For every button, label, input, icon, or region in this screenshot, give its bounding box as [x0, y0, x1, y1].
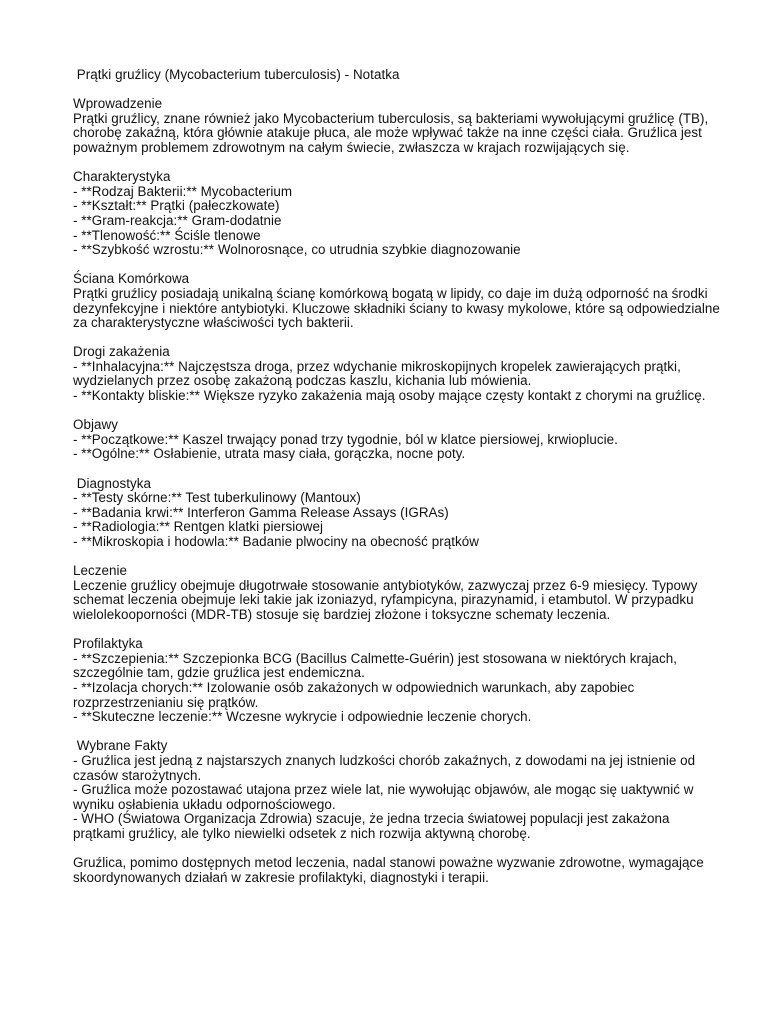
section-heading: Wybrane Fakty — [73, 738, 168, 754]
section-heading: Wprowadzenie — [73, 96, 163, 112]
list-item: - **Szybkość wzrostu:** Wolnorosnące, co utrudnia szybkie diagnozowanie — [73, 242, 521, 258]
list-item: - **Tlenowość:** Ściśle tlenowe — [73, 227, 261, 243]
list-item: - **Szczepienia:** Szczepionka BCG (Bacillus Calmette-Guérin) jest stosowana w niektórych krajach, szczególnie tam, gdzie gruźlica jest endemiczna. — [73, 650, 678, 681]
list-item: - **Inhalacyjna:** Najczęstsza droga, przez wdychanie mikroskopijnych kropelek zawierających prątki, wydzielanych przez osobę zakażoną podczas kaszlu, kichania lub mówienia. — [73, 358, 681, 389]
list-item: - **Radiologia:** Rentgen klatki piersiowej — [73, 519, 324, 535]
section-symptoms — [73, 418, 723, 462]
section-cell-wall — [73, 272, 723, 330]
list-item: - **Badania krwi:** Interferon Gamma Release Assays (IGRAs) — [73, 504, 449, 520]
document-title: Prątki gruźlicy (Mycobacterium tuberculosis) - Notatka — [73, 67, 400, 82]
list-item: - **Kontakty bliskie:** Większe ryzyko zakażenia mają osoby mające częsty kontakt z chorymi na gruźlicę. — [73, 388, 706, 404]
list-item: - **Testy skórne:** Test tuberkulinowy (Mantoux) — [73, 490, 361, 506]
list-item: - **Rodzaj Bakterii:** Mycobacterium — [73, 183, 293, 199]
section-heading: Objawy — [73, 417, 118, 433]
list-item: - **Izolacja chorych:** Izolowanie osób zakażonych w odpowiednich warunkach, aby zapobiec rozprzestrzenianiu się prątków. — [73, 679, 635, 710]
section-diagnostics — [73, 477, 723, 550]
document-page — [73, 68, 723, 885]
section-characteristics — [73, 170, 723, 258]
list-item: - Gruźlica jest jedną z najstarszych znanych ludzkości chorób zakaźnych, z dowodami na jej istnienie od czasów starożytnych. — [73, 752, 696, 783]
list-item: - WHO (Światowa Organizacja Zdrowia) szacuje, że jedna trzecia światowej populacji jest zakażona prątkami gruźlicy, ale tylko niewielki odsetek z nich rozwija aktywną chorobę. — [73, 811, 670, 841]
section-heading: Ściana Komórkowa — [73, 271, 190, 287]
list-item: - **Kształt:** Prątki (pałeczkowate) — [73, 198, 280, 214]
section-paragraph: Prątki gruźlicy, znane również jako Mycobacterium tuberculosis, są bakteriami wywołującymi gruźlicę (TB), chorobę zakaźną, która głównie atakuje płuca, ale może wpływać także na inne części ciała. Gruźlica jest poważnym problemem zdrowotnym na całym świecie, zwłaszcza w krajach rozwijających się. — [73, 110, 709, 155]
section-prevention — [73, 637, 723, 725]
section-selected-facts — [73, 739, 723, 841]
section-introduction — [73, 97, 723, 155]
conclusion-paragraph: Gruźlica, pomimo dostępnych metod leczenia, nadal stanowi poważne wyzwanie zdrowotne, wymagające skoordynowanych działań w zakresie profilaktyki, diagnostyki i terapii. — [73, 855, 704, 885]
section-heading: Profilaktyka — [73, 636, 143, 652]
section-heading: Diagnostyka — [73, 475, 152, 491]
section-paragraph: Leczenie gruźlicy obejmuje długotrwałe stosowanie antybiotyków, zazwyczaj przez 6-9 miesięcy. Typowy schemat leczenia obejmuje leki takie jak izoniazyd, ryfampicyna, pirazynamid, i etambutol. W przypadku wielolekooporności (MDR-TB) stosuje się bardziej złożone i toksyczne schematy leczenia. — [73, 577, 698, 622]
section-treatment — [73, 564, 723, 622]
list-item: - Gruźlica może pozostawać utajona przez wiele lat, nie wywołując objawów, ale mogąc się uaktywnić w wyniku osłabienia układu odpornościowego. — [73, 782, 694, 812]
list-item: - **Mikroskopia i hodowla:** Badanie plwociny na obecność prątków — [73, 534, 479, 549]
list-item: - **Początkowe:** Kaszel trwający ponad trzy tygodnie, ból w klatce piersiowej, krwioplucie. — [73, 431, 618, 447]
section-transmission — [73, 345, 723, 403]
section-heading: Leczenie — [73, 563, 128, 579]
list-item: - **Gram-reakcja:** Gram-dodatnie — [73, 212, 282, 228]
section-heading: Drogi zakażenia — [73, 344, 170, 360]
section-paragraph: Prątki gruźlicy posiadają unikalną ścianę komórkową bogatą w lipidy, co daje im dużą odporność na środki dezynfekcyjne i niektóre antybiotyki. Kluczowe składniki ściany to kwasy mykolowe, które są odpowiedzialne za charakterystyczne właściwości tych bakterii. — [73, 285, 720, 331]
list-item: - **Skuteczne leczenie:** Wczesne wykrycie i odpowiednie leczenie chorych. — [73, 709, 532, 725]
section-heading: Charakterystyka — [73, 169, 171, 185]
list-item: - **Ogólne:** Osłabienie, utrata masy ciała, gorączka, nocne poty. — [73, 446, 466, 462]
